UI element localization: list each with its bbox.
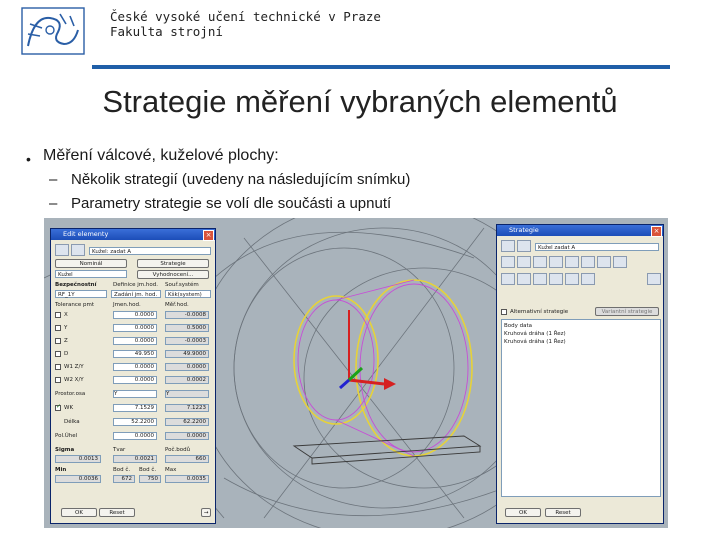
institution-name: České vysoké učení technické v Praze: [110, 9, 381, 24]
column-header: Tolerance pmt: [55, 302, 94, 308]
dialog-titlebar: [51, 229, 215, 240]
stat-value: 672: [113, 475, 135, 483]
header-divider: [92, 65, 670, 69]
dialog-titlebar: [497, 225, 663, 236]
row-checkbox[interactable]: [55, 377, 61, 383]
coordinate-system-select[interactable]: Kšk(system): [165, 290, 211, 298]
stat-value: 0.0021: [113, 455, 157, 463]
tool-icon[interactable]: [581, 273, 595, 285]
measure-icon[interactable]: [517, 240, 531, 252]
measured-value: 62.2200: [165, 418, 209, 426]
tool-icon[interactable]: [501, 256, 515, 268]
measured-value: 0.0002: [165, 376, 209, 384]
tool-icon[interactable]: [549, 273, 563, 285]
nominal-value[interactable]: 49.950: [113, 350, 157, 358]
row-label: W2 X/Y: [64, 377, 84, 383]
nominal-value[interactable]: 52.2200: [113, 418, 157, 426]
stat-value: 750: [139, 475, 161, 483]
measured-value: 7.1223: [165, 404, 209, 412]
dash-marker: –: [49, 195, 58, 212]
ok-button[interactable]: OK: [505, 508, 541, 517]
row-checkbox[interactable]: [55, 338, 61, 344]
tool-icon[interactable]: [565, 273, 579, 285]
nominal-value[interactable]: 0.0000: [113, 311, 157, 319]
list-item[interactable]: Kruhová dráha (1 Řez): [504, 339, 566, 345]
ok-button[interactable]: OK: [61, 508, 97, 517]
stat-header: Tvar: [113, 447, 126, 453]
row-checkbox[interactable]: [55, 325, 61, 331]
edit-pencil-icon[interactable]: [647, 273, 661, 285]
measured-value: 0.5000: [165, 324, 209, 332]
bullet-sub-text: Několik strategií (uvedeny na následujícím snímku): [71, 171, 411, 188]
variant-strategy-button[interactable]: Variantní strategie: [595, 307, 659, 316]
strategy-list[interactable]: [501, 319, 661, 497]
stat-header: Bod č.: [139, 467, 157, 473]
element-name-field[interactable]: Kužel zadat A: [535, 243, 659, 251]
row-label: Prostor.osa: [55, 391, 86, 397]
column-header: Měř.hod.: [165, 302, 189, 308]
stat-header: Min: [55, 467, 67, 473]
institution-header: [110, 9, 381, 39]
column-header: Jmen.hod.: [113, 302, 141, 308]
tool-icon[interactable]: [517, 256, 531, 268]
nominal-definition-select[interactable]: Zadání jm. hod.: [111, 290, 161, 298]
row-label: Pol.Úhel: [55, 433, 78, 439]
axis-select[interactable]: Y: [113, 390, 157, 398]
row-checkbox[interactable]: [55, 405, 61, 411]
stat-header: Max: [165, 467, 177, 473]
tool-icon[interactable]: [517, 273, 531, 285]
bullet-sub-2: [49, 195, 391, 212]
measure-icon[interactable]: [71, 244, 85, 256]
nominal-value[interactable]: 0.0000: [113, 432, 157, 440]
faculty-name: Fakulta strojní: [110, 24, 223, 39]
next-arrow-button[interactable]: →: [201, 508, 211, 517]
tool-icon[interactable]: [565, 256, 579, 268]
row-label: Z: [64, 338, 68, 344]
measured-value: 0.0000: [165, 432, 209, 440]
row-label: Délka: [64, 419, 80, 425]
alt-strategy-checkbox[interactable]: [501, 309, 507, 315]
tool-icon[interactable]: [581, 256, 595, 268]
row-label: D: [64, 351, 69, 357]
university-logo: [20, 6, 86, 56]
bullet-sub-text: Parametry strategie se volí dle součásti a upnutí: [71, 195, 392, 212]
nominal-value[interactable]: 0.0000: [113, 363, 157, 371]
nominal-value[interactable]: 0.0000: [113, 337, 157, 345]
nominal-value[interactable]: 0.0000: [113, 324, 157, 332]
nominal-value[interactable]: 7.1529: [113, 404, 157, 412]
definition-label: Definice jm.hod.: [113, 282, 158, 288]
cone-icon: [55, 244, 69, 256]
dialog-title: Strategie: [509, 226, 539, 234]
element-edit-dialog: [50, 228, 216, 524]
slide-title: Strategie měření vybraných elementů: [102, 84, 618, 119]
stat-header: Sigma: [55, 447, 75, 453]
row-label: Y: [64, 325, 68, 331]
coordsys-label: Souř.systém: [165, 282, 199, 288]
row-checkbox[interactable]: [55, 351, 61, 357]
tool-icon[interactable]: [533, 273, 547, 285]
strategy-dialog: [496, 224, 664, 524]
tool-icon[interactable]: [533, 256, 547, 268]
strategy-button[interactable]: Strategie: [137, 259, 209, 268]
row-label: WK: [64, 405, 74, 411]
stat-header: Bod č.: [113, 467, 131, 473]
stat-value: 0.0035: [165, 475, 209, 483]
row-checkbox[interactable]: [55, 312, 61, 318]
axis-value: Y: [165, 390, 209, 398]
evaluation-button[interactable]: Vyhodnocení...: [137, 270, 209, 279]
stat-value: 660: [165, 455, 209, 463]
reset-button[interactable]: Reset: [99, 508, 135, 517]
tool-icon[interactable]: [613, 256, 627, 268]
bullet-sub-1: [49, 171, 410, 188]
measured-value: -0.0008: [165, 311, 209, 319]
row-checkbox[interactable]: [55, 364, 61, 370]
reset-button[interactable]: Reset: [545, 508, 581, 517]
bullet-marker: •: [26, 151, 31, 167]
dialog-title: Edit elementy: [63, 230, 109, 238]
alt-strategy-label: Alternativní strategie: [510, 309, 569, 315]
tool-icon[interactable]: [549, 256, 563, 268]
section-label: Bezpečnostní: [55, 282, 97, 288]
close-button[interactable]: ×: [651, 226, 662, 237]
element-type-select[interactable]: Kužel: [55, 270, 127, 278]
nominal-button[interactable]: Nominál: [55, 259, 127, 268]
nominal-value[interactable]: 0.0000: [113, 376, 157, 384]
list-item[interactable]: Body data: [504, 323, 533, 329]
measured-value: -0.0003: [165, 337, 209, 345]
software-screenshot: [44, 218, 668, 528]
stat-header: Poč.bodů: [165, 447, 191, 453]
list-item[interactable]: Kruhová dráha (1 Řez): [504, 331, 566, 337]
cone-icon: [501, 240, 515, 252]
bullet-main: Měření válcové, kuželové plochy:: [43, 147, 279, 164]
stat-value: 0.0013: [55, 455, 101, 463]
reference-select[interactable]: RF_1Y: [55, 290, 107, 298]
row-label: X: [64, 312, 68, 318]
stat-value: 0.0036: [55, 475, 101, 483]
measured-value: 0.0000: [165, 363, 209, 371]
tool-icon[interactable]: [501, 273, 515, 285]
row-label: W1 Z/Y: [64, 364, 84, 370]
dash-marker: –: [49, 171, 58, 188]
measured-value: 49.9000: [165, 350, 209, 358]
close-button[interactable]: ×: [203, 230, 214, 241]
element-name-field[interactable]: Kužel: zadat A: [89, 247, 211, 255]
tool-icon[interactable]: [597, 256, 611, 268]
